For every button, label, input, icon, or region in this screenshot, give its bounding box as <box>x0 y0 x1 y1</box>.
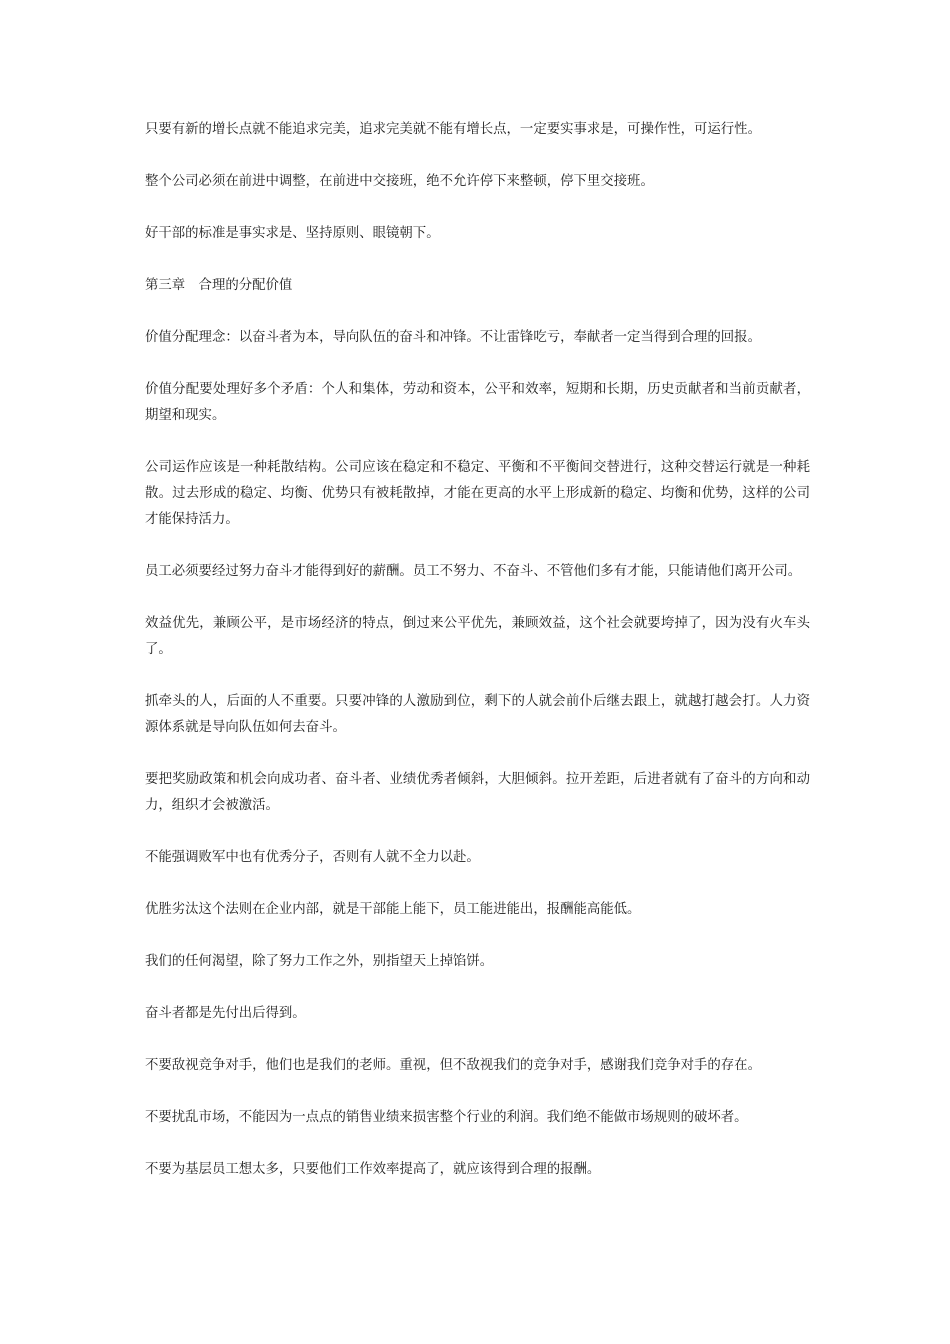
paragraph: 要把奖励政策和机会向成功者、奋斗者、业绩优秀者倾斜，大胆倾斜。拉开差距，后进者就有了奋斗的方向和动力，组织才会被激活。 <box>145 772 810 813</box>
paragraph: 优胜劣汰这个法则在企业内部，就是干部能上能下，员工能进能出，报酬能高能低。 <box>145 902 641 917</box>
paragraph: 员工必须要经过努力奋斗才能得到好的薪酬。员工不努力、不奋斗、不管他们多有才能，只能请他们离开公司。 <box>145 564 802 579</box>
paragraph: 只要有新的增长点就不能追求完美，追求完美就不能有增长点，一定要实事求是，可操作性，可运行性。 <box>145 122 761 137</box>
paragraph: 价值分配理念：以奋斗者为本，导向队伍的奋斗和冲锋。不让雷锋吃亏，奉献者一定当得到合理的回报。 <box>145 330 761 345</box>
paragraph: 好干部的标准是事实求是、坚持原则、眼镜朝下。 <box>145 226 440 241</box>
paragraph: 奋斗者都是先付出后得到。 <box>145 1006 306 1021</box>
paragraph: 价值分配要处理好多个矛盾：个人和集体，劳动和资本，公平和效率，短期和长期，历史贡献者和当前贡献者，期望和现实。 <box>145 382 810 423</box>
paragraph: 抓牵头的人，后面的人不重要。只要冲锋的人激励到位，剩下的人就会前仆后继去跟上，就越打越会打。人力资源体系就是导向队伍如何去奋斗。 <box>145 694 810 735</box>
paragraph: 不能强调败军中也有优秀分子，否则有人就不全力以赴。 <box>145 850 480 865</box>
chapter-heading: 第三章 合理的分配价值 <box>145 278 293 293</box>
paragraph: 不要扰乱市场，不能因为一点点的销售业绩来损害整个行业的利润。我们绝不能做市场规则的破坏者。 <box>145 1110 748 1125</box>
paragraph: 不要敌视竞争对手，他们也是我们的老师。重视，但不敌视我们的竞争对手，感谢我们竞争对手的存在。 <box>145 1058 761 1073</box>
paragraph: 不要为基层员工想太多，只要他们工作效率提高了，就应该得到合理的报酬。 <box>145 1162 601 1177</box>
paragraph: 整个公司必须在前进中调整，在前进中交接班，绝不允许停下来整顿，停下里交接班。 <box>145 174 654 189</box>
paragraph: 公司运作应该是一种耗散结构。公司应该在稳定和不稳定、平衡和不平衡间交替进行，这种交替运行就是一种耗散。过去形成的稳定、均衡、优势只有被耗散掉，才能在更高的水平上形成新的稳定、均衡和优势，这样的公司才能保持活力。 <box>145 460 810 527</box>
document-body <box>145 117 810 1209</box>
paragraph: 效益优先，兼顾公平，是市场经济的特点，倒过来公平优先，兼顾效益，这个社会就要垮掉了，因为没有火车头了。 <box>145 616 810 657</box>
paragraph: 我们的任何渴望，除了努力工作之外，别指望天上掉馅饼。 <box>145 954 494 969</box>
